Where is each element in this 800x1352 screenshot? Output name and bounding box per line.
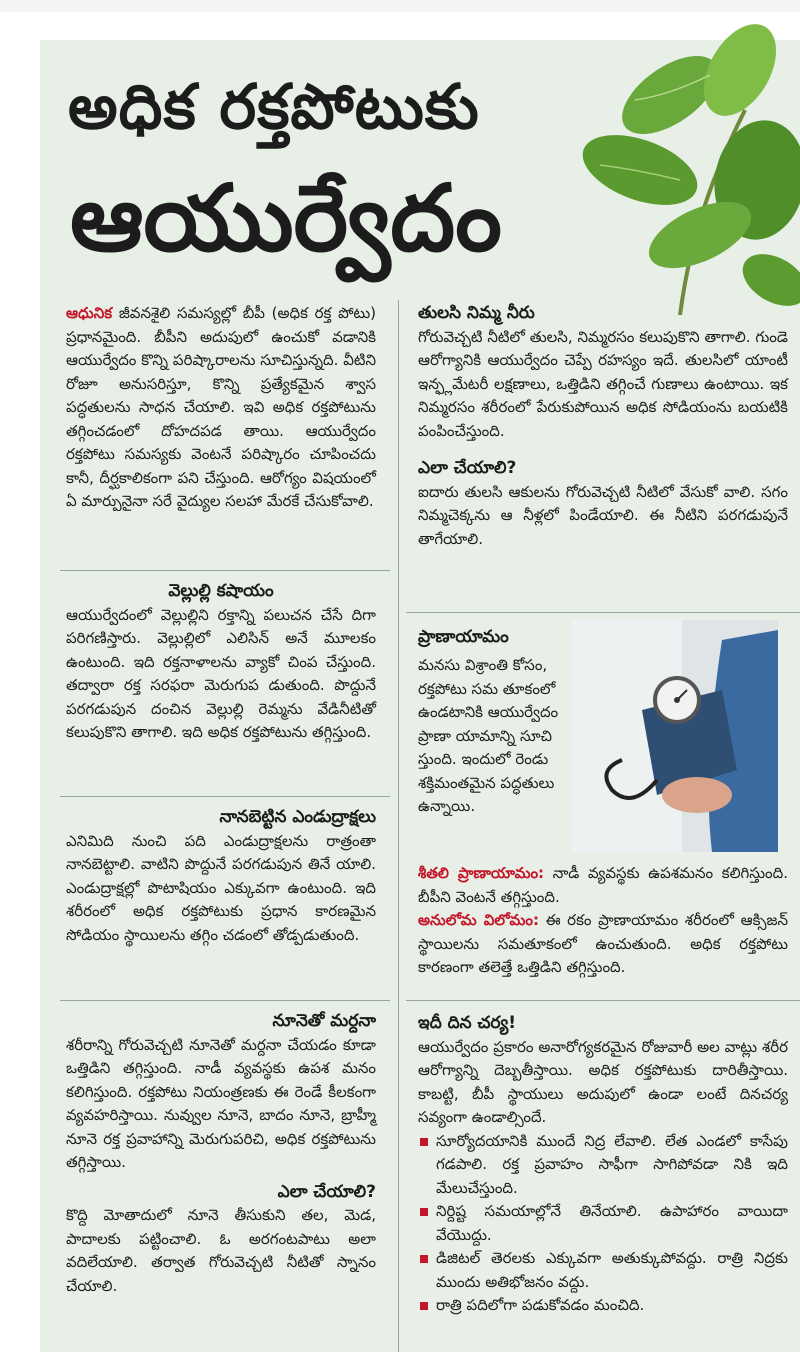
headline-line1: అధిక రక్తపోటుకు [68, 70, 480, 143]
how-heading: ఎలా చేయాలి? [277, 1181, 376, 1202]
divider [406, 612, 800, 613]
how-heading: ఎలా చేయాలి? [418, 458, 517, 478]
divider [60, 570, 390, 571]
pranayama-items [418, 862, 788, 980]
section-heading: వెల్లుల్లి కషాయం [168, 581, 274, 601]
top-strip [0, 0, 800, 12]
section-text: ఆయుర్వేదంలో వెల్లుల్లిని రక్తాన్ని పలుచన చేసే దిగా పరిగణిస్తారు. వెల్లుల్లిలో ఎలిసిన్ అనే మూలకం ఉంటుంది. ఇది రక్తనాళాలను వ్యాకో చింప చేస్తుంది. తద్వారా రక్త సరఫరా మెరుగుప డుతుంది. పొద్దునే పరగడుపున దంచిన వెల్లుల్లి రెమ్మను వేడినీటితో కలుపుకొని తాగాలి. ఇది అధిక రక్తపోటును తగ్గిస్తుంది. [66, 605, 376, 741]
section-text: గోరువెచ్చటి నీటిలో తులసి, నిమ్మరసం కలుపుకొని తాగాలి. గుండె ఆరోగ్యానికి ఆయుర్వేదం చెప్పే రహస్యం ఇదే. తులసిలో యాంటీ ఇన్ఫ్లమేటరీ లక్షణాలు, ఒత్తిడిని తగ్గించే గుణాలు ఉంటాయి. ఇక నిమ్మరసం శరీరంలో పేరుకుపోయిన అధిక సోడియంను బయటికి పంపించేస్తుంది. [418, 327, 788, 440]
pranayama-text: మనసు విశ్రాంతి కోసం, రక్తపోటు సమ తూకంలో ఉండటానికి ఆయుర్వేదం ప్రాణా యామాన్ని సూచి స్తుంది. ఇందులో రెండు శక్తిమంతమైన పద్ధతులు ఉన్నాయి. [418, 656, 559, 815]
tulsi-leaves-image [560, 20, 800, 315]
divider [60, 796, 390, 797]
list-item: సూర్యోదయానికి ముందే నిద్ర లేవాలి. లేత ఎండలో కాసేపు గడపాలి. రక్త ప్రవాహం సాఫీగా సాగిపోవడా నికి ఇది మేలుచేస్తుంది. [418, 1130, 788, 1201]
garlic-section [66, 580, 376, 745]
pranayama-heading-wrap [418, 626, 509, 650]
section-heading: నానబెట్టిన ఎండుద్రాక్షలు [219, 807, 376, 827]
tulsi-section [418, 302, 788, 551]
section-heading: నూనెతో మర్దనా [272, 1011, 376, 1031]
how-text: ఐదారు తులసి ఆకులను గోరువెచ్చటి నీటిలో వేసుకో వాలి. సగం నిమ్మచెక్కను ఆ నీళ్లలో పిండేయాలి. ఈ నీటిని పరగడుపునే తాగేయాలి. [418, 482, 788, 548]
headline-line2: ఆయుర్వేదం [70, 165, 502, 272]
routine-section [418, 1012, 788, 1318]
section-heading: ప్రాణాయామం [418, 627, 509, 647]
list-item: నిర్దిష్ట సమయాల్లోనే తినేయాలి. ఉపాహారం వాయిదా వేయొద్దు. [418, 1200, 788, 1247]
oil-section [66, 1010, 376, 1298]
pranayama-item [418, 862, 788, 909]
section-heading: ఇదీ దిన చర్య! [418, 1013, 517, 1033]
section-text: శరీరాన్ని గోరువెచ్చటి నూనెతో మర్దనా చేయడం కూడా ఒత్తిడిని తగ్గిస్తుంది. నాడీ వ్యవస్థకు ఉపశ మనం కలిగిస్తుంది. రక్తపోటు నియంత్రణకు ఈ రెండే కీలకంగా వ్యవహరిస్తాయి. నువ్వుల నూనె, బాదం నూనె, బ్రాహ్మీ నూనె రక్త ప్రవాహాన్ని మెరుగుపరిచి, అధిక రక్తపోటును తగ్గిస్తాయి. [66, 1035, 376, 1171]
item-text: ఈ రకం ప్రాణాయామం శరీరంలో ఆక్సిజన్ స్థాయిలను సమతూకంలో ఉంచుతుంది. అధిక రక్తపోటు కారణంగా తలెత్తే ఒత్తిడిని తగ్గిస్తుంది. [418, 911, 788, 976]
column-divider [398, 300, 399, 1352]
raisins-section [66, 806, 376, 947]
intro-text: జీవనశైలి సమస్యల్లో బీపీ (అధిక రక్త పోటు) ప్రధానమైంది. బీపీని అదుపులో ఉంచుకో వడానికి ఆయుర్వేదం కొన్ని పరిష్కారాలను సూచిస్తున్నది. వీటిని రోజూ అనుసరిస్తూ, కొన్ని ప్రత్యేకమైన శ్వాస పద్ధతులను సాధన చేయాలి. ఇవి అధిక రక్తపోటును తగ్గించడంలో దోహదపడ తాయి. ఆయుర్వేదం రక్తపోటు సమస్యకు వెంటనే పరిష్కారం చూపించదు కానీ, దీర్ఘకాలికంగా పని చేస్తుంది. ఆరోగ్యం విషయంలో ఏ మార్పునైనా సరే వైద్యుల సలహా మేరకే చేసుకోవాలి. [66, 304, 376, 510]
section-heading: తులసి నిమ్మ నీరు [418, 303, 535, 323]
list-item: రాత్రి పదిలోగా పడుకోవడం మంచిది. [418, 1294, 788, 1318]
bp-monitor-photo [572, 620, 778, 852]
how-text: కొద్ది మోతాదులో నూనె తీసుకుని తల, మెడ, పాదాలకు పట్టించాలి. ఓ అరగంటపాటు అలా వదిలేయాలి. తర్వాత గోరువెచ్చటి నీటితో స్నానం చేయాలి. [66, 1206, 376, 1295]
item-label: శీతలి ప్రాణాయామం: [418, 864, 545, 882]
list-item: డిజిటల్ తెరలకు ఎక్కువగా అతుక్కుపోవద్దు. రాత్రి నిద్రకు ముందు అతిభోజనం వద్దు. [418, 1247, 788, 1294]
pranayama-item [418, 909, 788, 980]
divider [406, 1000, 800, 1001]
routine-list [418, 1130, 788, 1318]
item-text: నాడీ వ్యవస్థకు ఉపశమనం కలిగిస్తుంది. బీపీని వెంటనే తగ్గిస్తుంది. [418, 864, 788, 906]
section-text: ఎనిమిది నుంచి పది ఎండుద్రాక్షలను రాత్రంతా నానబెట్టాలి. వాటిని పొద్దునే పరగడుపున తినే యాలి. ఎండుద్రాక్షల్లో పొటాషియం ఎక్కువగా ఉంటుంది. ఇది శరీరంలో అధిక రక్తపోటుకు ప్రధాన కారణమైన సోడియం స్థాయిలను తగ్గిం చడంలో తోడ్పడుతుంది. [66, 831, 376, 944]
section-text: ఆయుర్వేదం ప్రకారం అనారోగ్యకరమైన రోజువారీ అల వాట్లు శరీర ఆరోగ్యాన్ని దెబ్బతీస్తాయి. అధిక రక్తపోటుకు దారితీస్తాయి. కాబట్టి, బీపీ స్థాయులు అదుపులో ఉండా లంటే దినచర్య సవ్యంగా ఉండాల్సిందే. [418, 1037, 788, 1126]
intro-lead: ఆధునిక [66, 304, 113, 322]
intro-paragraph [66, 302, 376, 514]
divider [60, 1000, 390, 1001]
item-label: అనులోమ విలోమం: [418, 911, 539, 929]
